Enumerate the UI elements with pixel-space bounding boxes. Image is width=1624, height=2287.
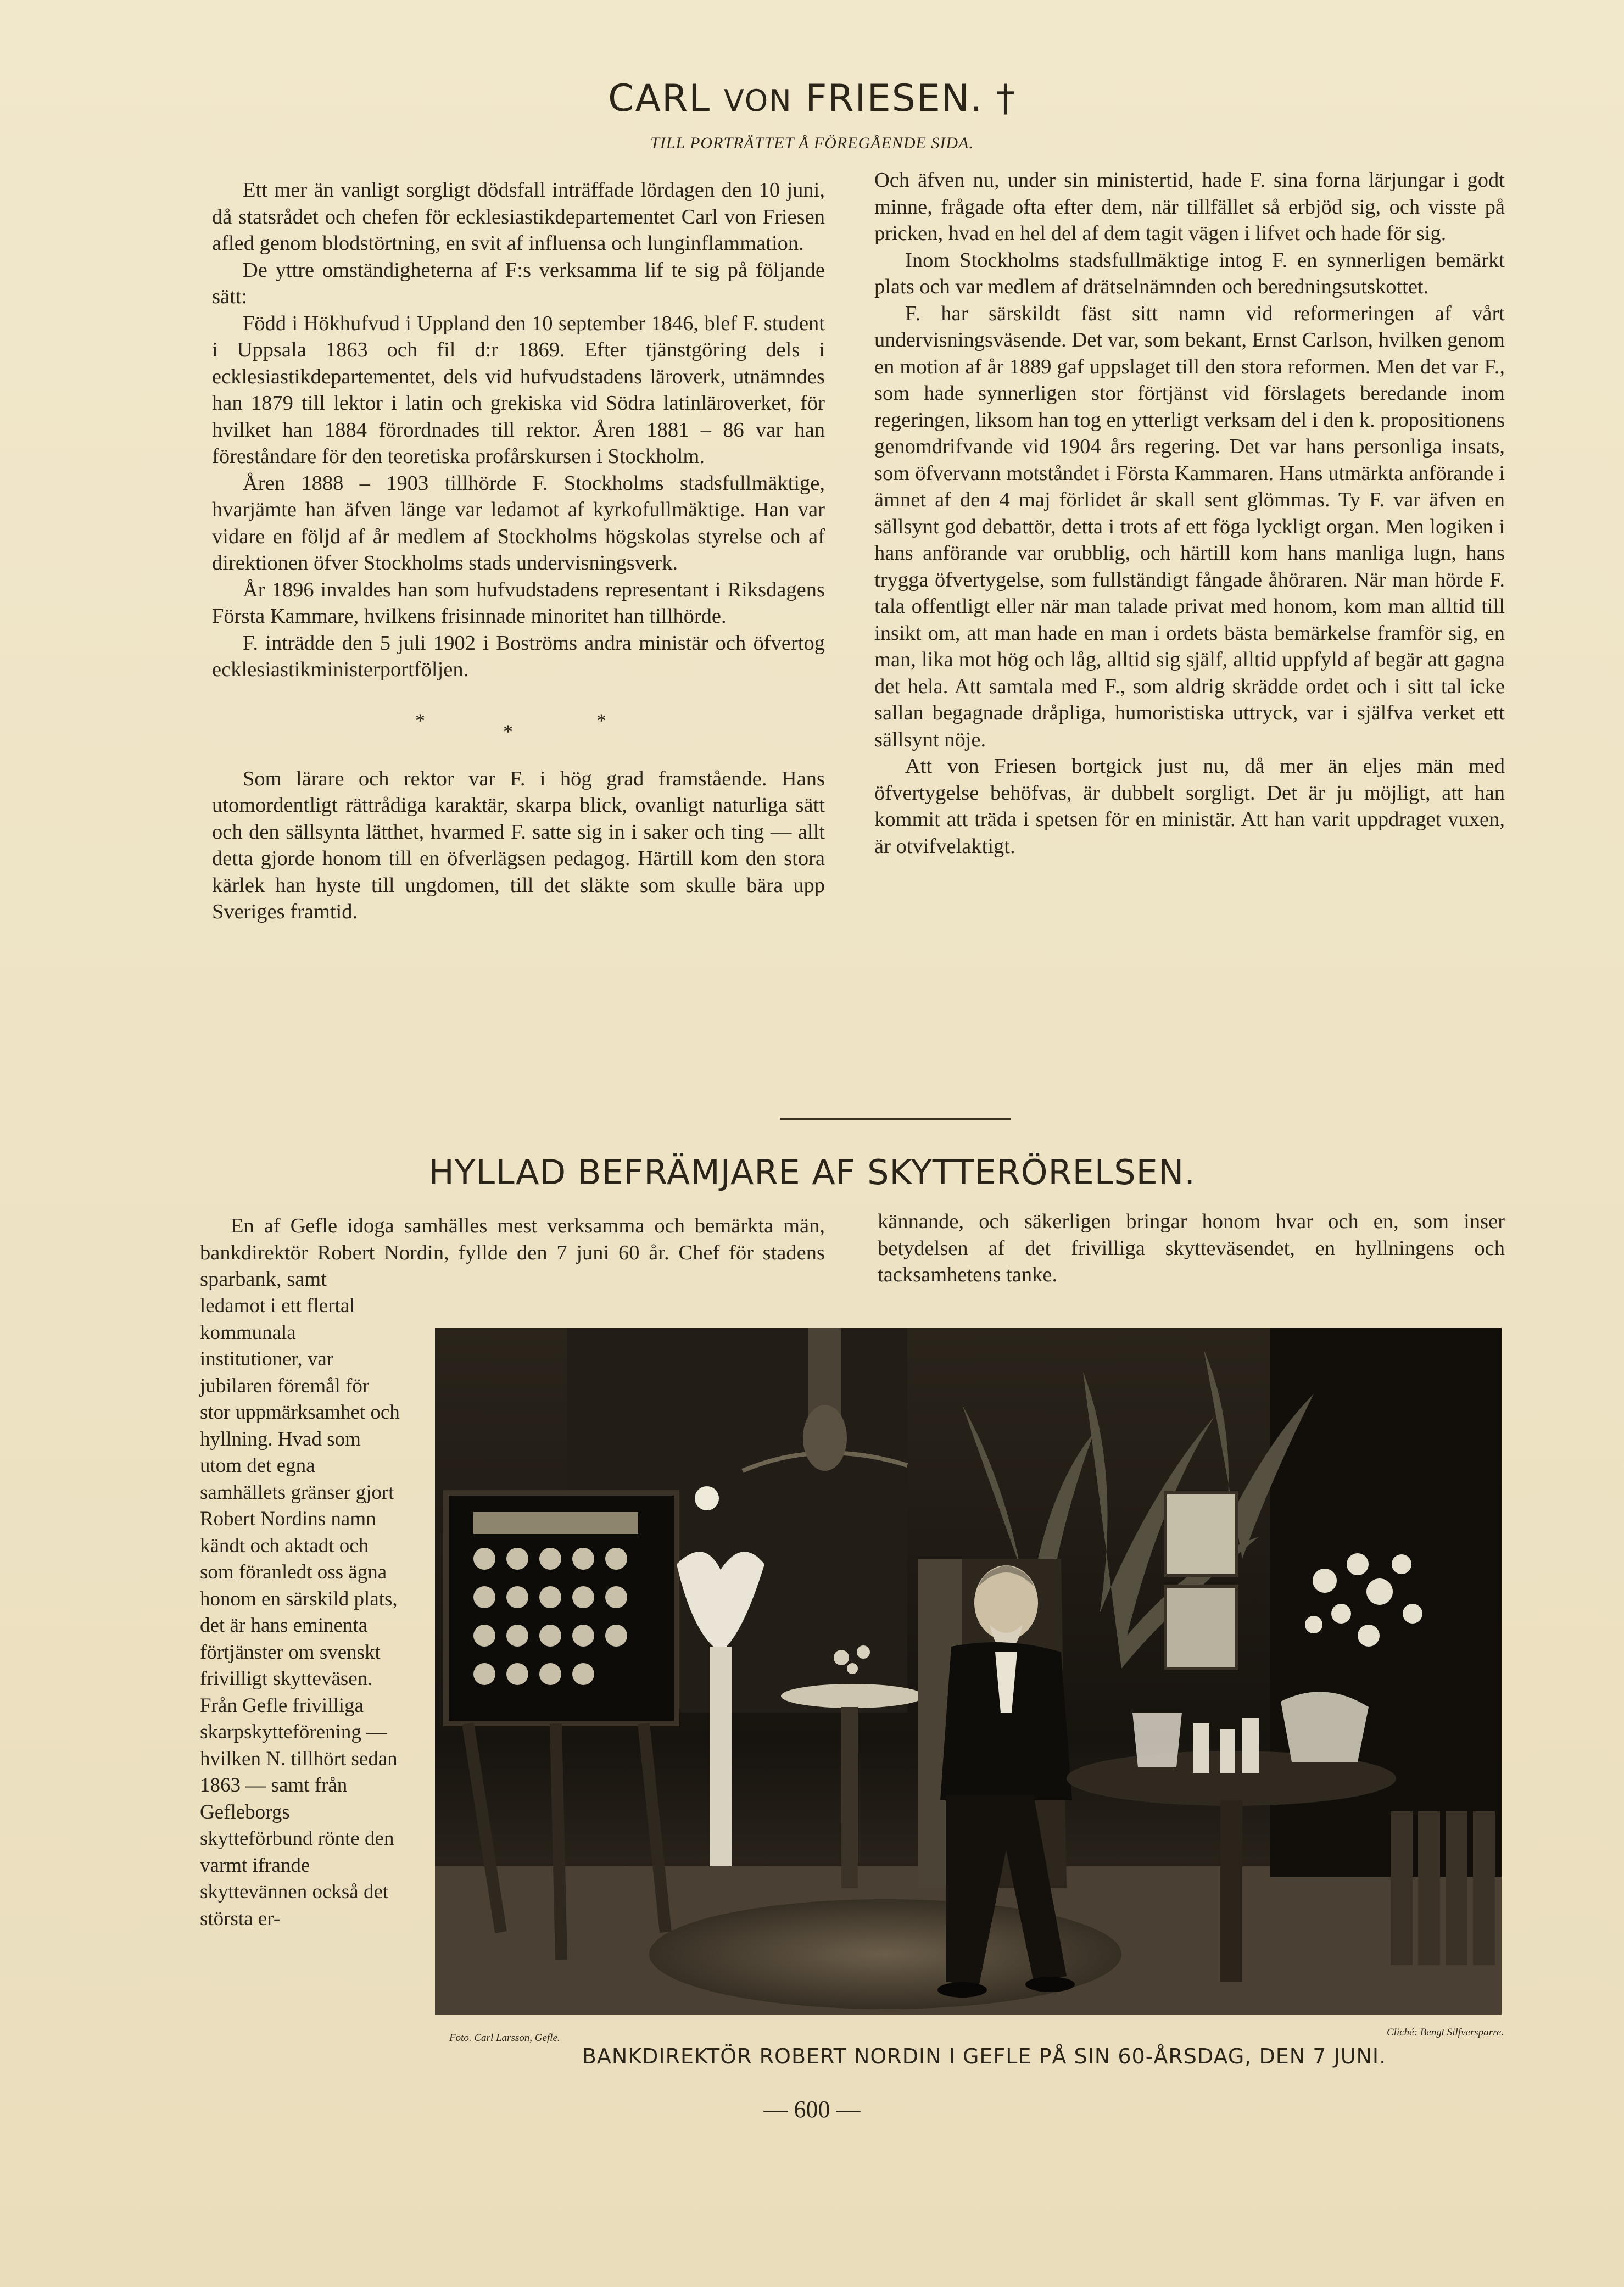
photo-credit-left: Foto. Carl Larsson, Gefle. bbox=[449, 2032, 560, 2044]
section-rule bbox=[780, 1118, 1011, 1120]
paragraph: Inom Stockholms stadsfullmäktige intog F. en synnerligen bemärkt plats och var medlem af drätselnämnden och beredningsutskottet. bbox=[874, 248, 1505, 298]
article2-title: HYLLAD BEFRÄMJARE AF SKYTTERÖRELSEN. bbox=[428, 1152, 1196, 1192]
paragraph: Att von Friesen bortgick just nu, då mer än eljes män med öfvertygelse behöfvas, är dubbelt sorgligt. Det är ju möjligt, att han kommit att träda i spetsen för en ministär. Att han varit uppdraget vuxen, är otvifvelaktigt. bbox=[874, 755, 1505, 858]
page-number: — 600 — bbox=[763, 2096, 861, 2123]
paragraph: F. har särskildt fäst sitt namn vid reformeringen af vårt undervisningsväsende. Det var, som bekant, Ernst Carlson, hvilken genom en motion af år 1889 gaf uppslaget till den stora reformen. Men det var F., som hade synnerligen stor förtjänst vid förslagets beredande inom regeringen, liksom han tog en ytterligt verksam del i den k. propositionens genomdrifvande vid 1904 års regering. Det var hans personliga insats, som öfvervann motståndet i Första Kammaren. Hans utmärkta anförande i ämnet af den 4 maj förlidet år skall sent glömmas. Ty F. var äfven en sällsynt god debattör, detta i trots af ett föga lyckligt organ. Men logiken i hans anförande var orubblig, och härtill kom hans manliga lugn, hans trygga öfvertygelse, som fullständigt fångade åhöraren. När man hörde F. tala offentligt eller när man talade privat med honom, kom man alltid till insikt om, att man hade en man i ordets bästa bemärkelse framför sig, en man, lika mot hög och låg, alltid sig själf, alltid uppfyld af begär att gagna det hela. Att samtala med F., som aldrig skrädde ordet och i sitt tal icke sallan begagnade dråpliga, humoristiska uttryck, var i själfva verket ett sällsynt nöje. bbox=[874, 302, 1505, 751]
paragraph: Åren 1888 – 1903 tillhörde F. Stockholms stadsfullmäktige, hvarjämte han äfven länge var ledamot af kyrkofullmäktige. Han var vidare en följd af år medlem af Stockholms högskolas styrelse och af direktionen öfver Stockholms stads undervisningsverk. bbox=[212, 471, 825, 574]
paragraph: F. inträdde den 5 juli 1902 i Boströms andra ministär och öfvertog ecklesiastikministerportföljen. bbox=[212, 631, 825, 681]
paragraph: Ett mer än vanligt sorgligt dödsfall inträffade lördagen den 10 juni, då statsrådet och chefen för ecklesiastikdepartementet Carl von Friesen afled genom blodstörtning, en svit af influensa och lunginflammation. bbox=[212, 179, 825, 255]
photo-credit-right: Cliché: Bengt Silfversparre. bbox=[1387, 2027, 1504, 2038]
article2-intro-right bbox=[878, 1208, 1505, 1288]
paragraph: En af Gefle idoga samhälles mest verksamma och bemärkta män, bankdirektör Robert Nordin, fyllde den 7 juni 60 år. Chef för stadens sparbank, samt bbox=[200, 1214, 825, 1291]
paragraph: ledamot i ett flertal kommunala institutioner, var jubilaren föremål för stor uppmärksamhet och hyllning. Hvad som utom det egna samhällets gränser gjort Robert Nordins namn kändt och aktadt och som föranledt oss ägna honom en särskild plats, det är hans eminenta förtjänster om svenskt frivilligt skytteväsen. Från Gefle frivilliga skarpskytteförening — hvilken N. tillhört sedan 1863 — samt från Gefleborgs skytteförbund rönte den varmt ifrande skyttevännen också det största er- bbox=[200, 1295, 400, 1930]
photo-illustration bbox=[435, 1328, 1502, 2015]
paragraph: År 1896 invaldes han som hufvudstadens representant i Riksdagens Första Kammare, hvilkens frisinnade minoritet han tillhörde. bbox=[212, 578, 825, 628]
paragraph: Och äfven nu, under sin ministertid, hade F. sina forna lärjungar i godt minne, frågade ofta efter dem, när tillfället så erbjöd sig, och visste på pricken, hvad en hel del af dem tagit vägen i lifvet och hade för sig. bbox=[874, 169, 1505, 245]
section-divider-stars: * * * bbox=[415, 709, 650, 743]
article1-right-column bbox=[874, 167, 1505, 860]
paragraph: De yttre omständigheterna af F:s verksamma lif te sig på följande sätt: bbox=[212, 258, 825, 308]
article-title: CARL VON FRIESEN. † bbox=[608, 77, 1016, 120]
article-subtitle: TILL PORTRÄTTET Å FÖREGÅENDE SIDA. bbox=[650, 134, 974, 152]
portrait-photograph bbox=[435, 1328, 1502, 2015]
paragraph: Som lärare och rektor var F. i hög grad framstående. Hans utomordentligt rättrådiga karaktär, skarpa blick, ovanligt naturliga sätt och den sällsynta lätthet, hvarmed F. satte sig in i saker och ting — allt detta gjorde honom till en öfverlägsen pedagog. Härtill kom den stora kärlek han hyste till ungdomen, till det släkte som skulle bära upp Sveriges framtid. bbox=[212, 767, 825, 923]
paragraph: kännande, och säkerligen bringar honom hvar och en, som inser betydelsen af det frivilliga skytteväsendet, en hyllningens och tacksamhetens tanke. bbox=[878, 1210, 1505, 1286]
photo-caption: BANKDIREKTÖR ROBERT NORDIN I GEFLE PÅ SIN 60-ÅRSDAG, DEN 7 JUNI. bbox=[582, 2044, 1387, 2068]
article2-intro-left bbox=[200, 1213, 825, 1293]
article2-narrow-column bbox=[200, 1293, 400, 1932]
paragraph: Född i Hökhufvud i Uppland den 10 september 1846, blef F. student i Uppsala 1863 och fil d:r 1869. Efter tjänstgöring dels i ecklesiastikdepartementet, dels vid hufvudstadens läroverk, utnämndes han 1879 till lektor i latin och grekiska vid Södra latinläroverket, för hvilket han 1884 förordnades till rektor. Åren 1881 – 86 var han föreståndare för den teoretiska profårskursen i Stockholm. bbox=[212, 311, 825, 468]
article1-left-column bbox=[212, 177, 825, 925]
